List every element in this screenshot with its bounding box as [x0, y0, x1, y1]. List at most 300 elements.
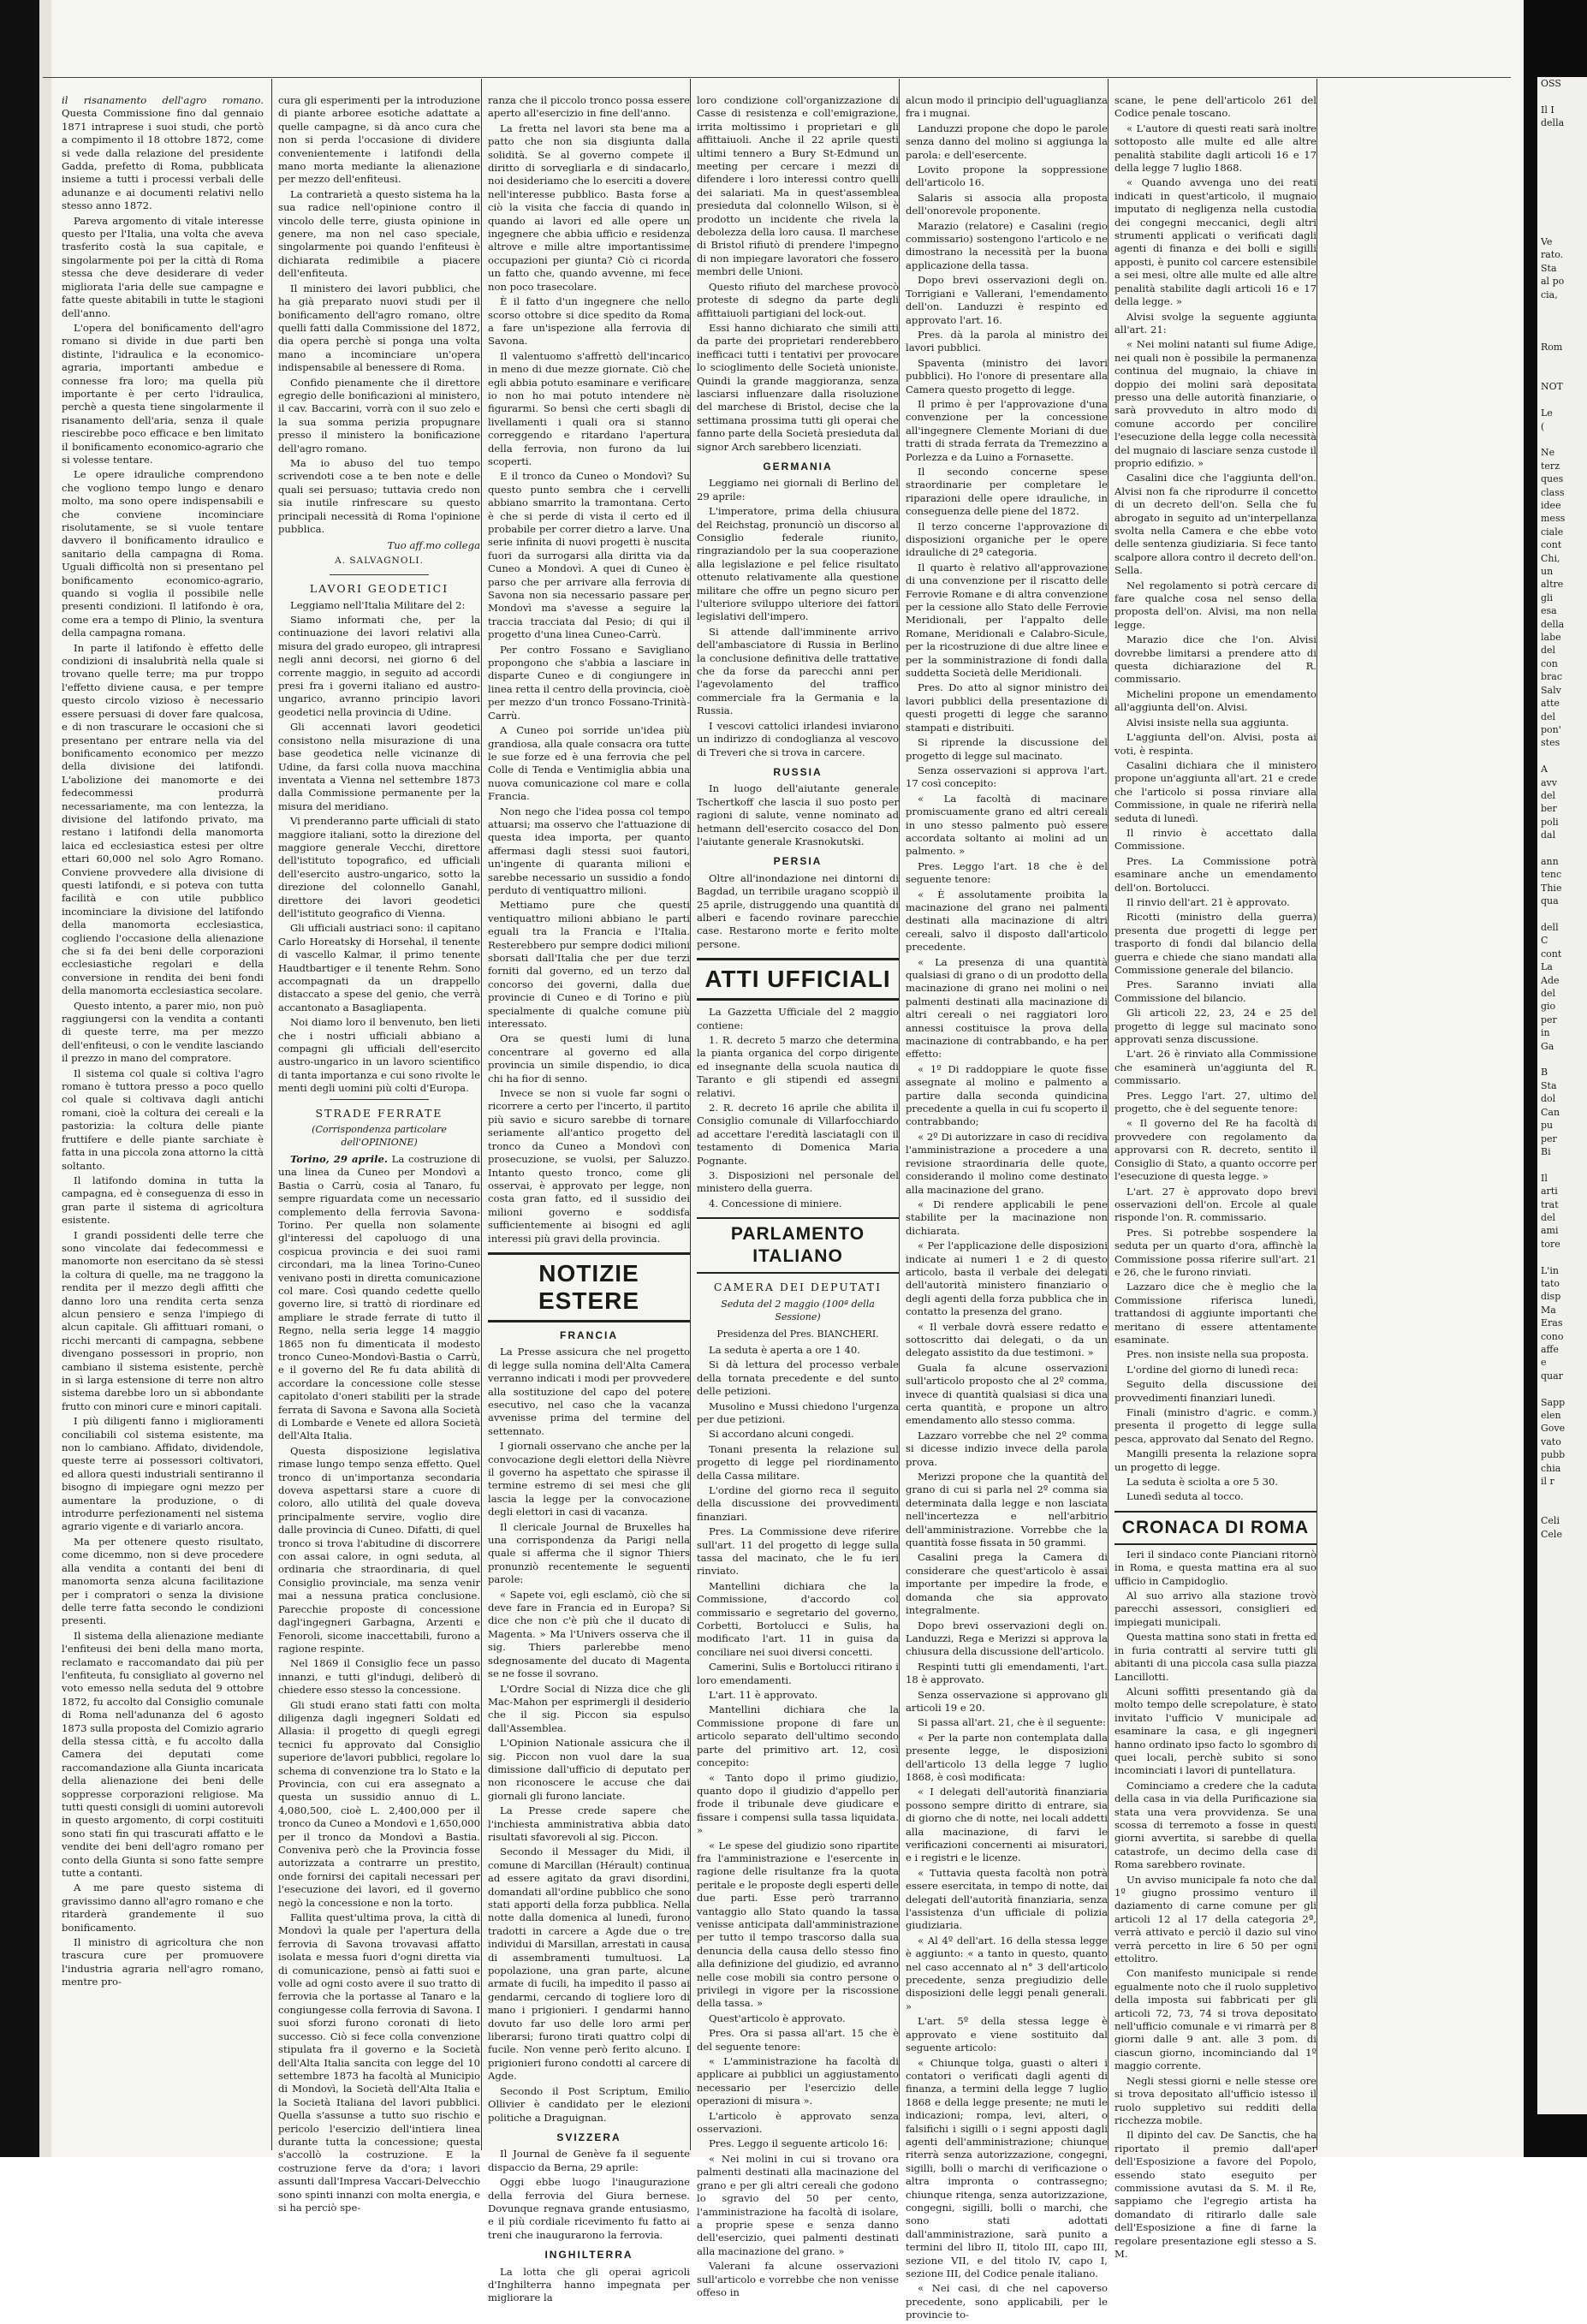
paragraph: L'articolo è approvato senza osservazioni. [697, 2109, 899, 2136]
paragraph: Non nego che l'idea possa col tempo attuarsi; ma osservo che l'attuazione di questa idea importa, per quanto affermasi dagli stessi suoi fautori, un'ingente di quaranta milioni e sarebbe necessario un sussidio a fondo perduto di ventiquattro milioni. [488, 805, 690, 896]
paragraph: « Per la parte non contemplata dalla presente legge, le disposizioni dell'articolo 13 della legge 7 luglio 1868, è così modificata: [906, 1731, 1108, 1783]
paragraph: Lazzaro vorrebbe che nel 2º comma si dicesse indizio invece della parola prova. [906, 1429, 1108, 1468]
paragraph: Guala fa alcune osservazioni sull'articolo proposto che al 2º comma, invece di quantità qualsiasi si dica una certa quantità, e propone un altro emendamento allo stesso comma. [906, 1361, 1108, 1427]
presidenza: Presidenza del Pres. BIANCHERI. [716, 1328, 879, 1340]
fragment-line: disp [1541, 1291, 1561, 1303]
paragraph: Il sistema della alienazione mediante l'enfiteusi dei beni della mano morta, reclamato e raccomandato dai più per l'enfiteuta, fu consigliato al governo nel voto emesso nella seduta del 9 ottobre 1872, fu accolto dal Consiglio comunale di Roma nell'adunanza del 6 agosto 1873 sulla proposta del Comizio agrario della stessa città, e fu accolto dalla Camera dei deputati come raccomandazione alla Giunta incaricata della alienazione dei beni delle soppresse corporazioni religiose. Ma tutti questi consigli di uomini autorevoli in questo argomento, di corpi costituiti sono stati fin qui trascurati affatto e le vendite dei beni dell'agro romano per conto della Giunta si sono fatte sempre tutte a contanti. [62, 1629, 264, 1880]
fragment-line: rato. [1541, 249, 1564, 261]
subsection-inghilterra: INGHILTERRA [544, 2249, 633, 2262]
signature: A. SALVAGNOLI. [335, 555, 424, 566]
paragraph: Fallita quest'ultima prova, la città di Mondovì la quale per l'apertura della ferrovia di Savona trovavasi affatto isolata e messa fuori d'ogni diretta via di comunicazione, pensò ai fatti suoi e volle ad ogni costo avere il suo tratto di ferrovia che la portasse al Tanaro e la congiungesse colla ferrovia di Savona. I suoi sforzi furono coronati di lieto successo. Ciò si fece colla convenzione stipulata fra il governo e la Società dell'Alta Italia sancita con legge del 10 settembre 1873 ha facoltà al Municipio di Mondovì, la Società dell'Alta Italia e la Società Italiana del lavori pubblici. Quella s'assunse a tutto suo rischio e pericolo l'esercizio dell'intiera linea durante tutta la concessione; questa s'accollò la costruzione. E la costruzione ferve da d'ora; i lavori assunti dall'Impresa Vaccari-Delvecchio sono spinti innanzi con molta energia, e si ha perciò spe- [278, 1911, 480, 2214]
fragment-line: Ma [1541, 1304, 1556, 1316]
fragment-line: al po [1541, 276, 1565, 288]
fragment-line [1537, 182, 1587, 195]
paragraph: « Quando avvenga uno dei reati indicati in quest'articolo, il mugnaio imputato di negligenza nella custodia dei congegni meccanici, degli altri strumenti applicati o verificati dagli agenti di finanza e dei bolli e sigilli apposti, è punito col carcere estensibile a sei mesi, oltre alle multe ed alle altre penalità stabilite dagli articoli 16 e 17 della legge. » [1114, 176, 1317, 308]
section-title-notizie-estere: NOTIZIE ESTERE [488, 1252, 690, 1322]
fragment-line: pubb [1541, 1449, 1566, 1461]
fragment-line: Il [1541, 1172, 1548, 1184]
paragraph: Landuzzi propone che dopo le parole senza danno del molino si aggiunga la parola: e dell'esercente. [906, 122, 1108, 161]
column-1 [62, 94, 264, 1991]
paragraph: Questo intento, a parer mio, non può raggiungersi con la vendita a contanti di queste terre, ma per mezzo dell'enfiteusi, o con le vendite lasciando il prezzo in mano del compratore. [62, 999, 264, 1065]
paragraph: « Il governo del Re ha facoltà di provvedere con regolamento da approvarsi con R. decreto, sentito il Consiglio di Stato, a quanto occorre per l'esecuzione di questa legge. » [1114, 1117, 1317, 1183]
fragment-line [1537, 130, 1587, 143]
paragraph: Si accordano alcuni congedi. [709, 1428, 854, 1441]
fragment-line: gio [1541, 1001, 1556, 1013]
paragraph: Seguito della discussione dei provvedimenti finanziari lunedì. [1114, 1378, 1317, 1404]
paragraph: Cominciamo a credere che la caduta della casa in via della Purificazione sia stata una vera provvidenza. Se una scossa di terremoto a fosse in questi giorni avvertita, si sarebbe di quella catastrofe, un decimo della case di Roma sarebbero rovinate. [1114, 1779, 1317, 1871]
paragraph: Questa disposizione legislativa rimase lungo tempo senza effetto. Quel tronco di un'importanza secondaria doveva aspettarsi stare a cuore di coloro, allo utilità del quale doveva principalmente servire, voglio dire dalle provincia di Cuneo. Difatti, di quel tronco si trova l'abitudine di discorrere con assai calore, in ogni seduta, al ordinaria che straordinaria, di quel Consiglio provinciale, ma senza venir mai a nessuna pratica conclusione. Parecchie proposte di concessione dagl'ingegneri Garbagna, Arzenti e Fenoroli, sicome inaccettabili, furono a ragione respinte. [278, 1444, 480, 1655]
column-rule [899, 79, 900, 2150]
fragment-line: ciale [1541, 526, 1564, 538]
fragment-line: Gove [1541, 1423, 1566, 1435]
fragment-line: qua [1541, 895, 1559, 907]
column-rule [690, 79, 691, 2150]
paragraph: alcun modo il principio dell'uguaglianza fra i mugnai. [906, 94, 1108, 120]
paragraph: Pres. La Commissione deve riferire sull'art. 11 del progetto di legge sulla tassa del macinato, che le fu ieri rinviato. [697, 1525, 899, 1578]
fragment-line: A [1541, 764, 1548, 776]
paragraph: 2. R. decreto 16 aprile che abilita il Consiglio comunale di Villarfocchiardo ad accettare l'eredità lasciatagli con il testamento di Domenica Maria Pognante. [697, 1102, 899, 1167]
paragraph: Il ministro di agricoltura che non trascura cure per promuovere l'industria agraria nell'agro romano, mentre pro- [62, 1936, 264, 1988]
paragraph: L'Ordre Social di Nizza dice che gli Mac-Mahon per esprimergli il desiderio che il sig. Piccon sia espulso dall'Assemblea. [488, 1682, 690, 1734]
paragraph: « È assolutamente proibita la macinazione del grano nei palmenti destinati alla macinazione di altri cereali, salvo il disposto dall'articolo precedente. [906, 888, 1108, 954]
paragraph: La Presse assicura che nel progetto di legge sulla nomina dell'Alta Camera verranno indicati i modi per provvedere alla sostituzione del capo del potere esecutivo, nel caso che la vacanza avvenisse prima del termine del settennato. [488, 1346, 690, 1437]
fragment-line: della [1541, 117, 1565, 129]
fragment-line: ber [1541, 803, 1557, 815]
paragraph: Si passa all'art. 21, che è il seguente: [918, 1716, 1106, 1729]
paragraph: Si dà lettura del processo verbale della tornata precedente e del sunto delle petizioni. [697, 1358, 899, 1398]
fragment-line: elen [1541, 1410, 1561, 1422]
fragment-line: della [1541, 618, 1565, 630]
fragment-line: del [1541, 1211, 1556, 1223]
paragraph: Il latifondo domina in tutta la campagna, ed è conseguenza di esso in gran parte il sistema di agricoltura esistente. [62, 1174, 264, 1227]
paragraph: Un avviso municipale fa noto che dal 1º giugno prossimo venturo il daziamento di carne comune per gli articoli 12 al 17 della categoria 2ª, verrà attivato e perciò il dazio sul vino verrà percetto in lire 6 50 per ogni ettolitro. [1114, 1873, 1317, 1965]
paragraph: La seduta è sciolta a ore 5 30. [1126, 1476, 1279, 1489]
paragraph: Pres. Leggo l'art. 27, ultimo del progetto, che è del seguente tenore: [1114, 1089, 1317, 1115]
paragraph: « L'autore di questi reati sarà inoltre sottoposto alle multe ed alle altre penalità stabilite dagli articoli 16 e 17 della legge 7 luglio 1868. [1114, 122, 1317, 175]
fragment-line: Chi, [1541, 552, 1560, 564]
fragment-line: un [1541, 566, 1554, 578]
paragraph: Leggiamo nei giornali di Berlino del 29 aprile: [697, 477, 899, 502]
paragraph: Gli articoli 22, 23, 24 e 25 del progetto di legge sul macinato sono approvati senza discussione. [1114, 1007, 1317, 1046]
paragraph: Finali (ministro d'agric. e comm.) presenta il progetto di legge sulla pesca, approvato dal Senato del Regno. [1114, 1406, 1317, 1445]
camera-heading: CAMERA DEI DEPUTATI [713, 1281, 883, 1294]
paragraph: « Sapete voi, egli esclamò, ciò che si deve fare in Francia ed in Europa? Si dice che non c'è più che il ducato di Magenta. » Ma l'Univers osserva che il sig. Thiers parlerebbe meno sdegnosamente del ducato di Magenta se ne fosse il sovrano. [488, 1588, 690, 1680]
fragment-line [1537, 222, 1587, 235]
paragraph: Ma io abuso del tuo tempo scrivendoti cose a te ben note e delle quali sei persuaso; tuttavia credo non sia inutile rinfrescare su questo principali necessità di Roma l'opinione pubblica. [278, 456, 480, 535]
fragment-line: cont [1541, 539, 1562, 551]
paragraph: In parte il latifondo è effetto delle condizioni di insalubrità nella quale si trovano quelle terre; ma pur troppo l'effetto diviene causa, e per tempre questo circolo vizioso è necessario essere persuasi di dover fare qualcosa, e di non trascurare le occasioni che si presentano per entrare nella via del bonificamento economico per mezzo della divisione dei latifondi. L'abolizione dei manomorte e dei fedecommessi produrrà necessariamente, ma con lentezza, la divisione del latifondo privato, ma restano i latifondi della manomorta laica ed ecclesiastica estesi per oltre ettari 60,000 nel solo Agro Romano. Conviene provvedere alla divisione di questi latifondi, e si poteva con tutta facilità e con utile pubblico incominciare la divisione del latifondo della manomorta ecclesiastica, cogliendo l'occasione della alienazione che si fa dei beni delle corporazioni ecclesiastiche regolari e della conversione in rendita dei beni fondi della manomorta ecclesiastica secolare. [62, 641, 264, 997]
fragment-line [1537, 1158, 1587, 1171]
section-title-parlamento: PARLAMENTO ITALIANO [697, 1217, 899, 1274]
fragment-line: NOT [1541, 381, 1563, 393]
section-title-lavori: LAVORI GEODETICI [309, 582, 449, 596]
section-title-atti-ufficiali: ATTI UFFICIALI [697, 958, 899, 1001]
fragment-line: tenc [1541, 869, 1562, 881]
paragraph: Senza osservazioni si approva l'art. 17 così concepito: [906, 764, 1108, 790]
fragment-line [1537, 433, 1587, 446]
column-4 [697, 94, 899, 2301]
paragraph: Pres. non insiste nella sua proposta. [1126, 1348, 1310, 1361]
paragraph: « Per l'applicazione delle disposizioni indicate ai numeri 1 e 2 di questo articolo, basta il verbale dei delegati dell'autorità ministero finanziario o degli agenti della forza pubblica che in contatto la presenza del grano. [906, 1239, 1108, 1318]
fragment-line [1537, 908, 1587, 921]
paragraph: il risanamento dell'agro romano. Questa Commissione fino dal gennaio 1871 intraprese i suoi studi, che portò a compimento il 18 ottobre 1872, come si vede dalla relazione del presidente Gadda, prefetto di Roma, pubblicata insieme a tutti i processi verbali delle adunanze e ai documenti relativi nello stesso anno 1872. [62, 94, 264, 212]
paragraph: La Presse crede sapere che l'inchiesta amministrativa abbia dato risultati sfavorevoli al sig. Piccon. [488, 1804, 690, 1843]
paragraph: Il secondo concerne spese straordinarie per completare le riparazioni delle opere idrauliche, in conseguenza delle piene del 1872. [906, 465, 1108, 518]
paragraph: Negli stessi giorni e nelle stesse ore si trova depositato all'ufficio istesso il ruolo suppletivo sui redditi della ricchezza mobile. [1114, 2074, 1317, 2126]
paragraph: Ieri il sindaco conte Pianciani ritornò in Roma, e questa mattina era al suo ufficio in Campidoglio. [1114, 1548, 1317, 1587]
paragraph: Al suo arrivo alla stazione trovò parecchi assessori, consiglieri ed impiegati municipali. [1114, 1590, 1317, 1628]
fragment-line [1537, 750, 1587, 763]
paragraph: La Gazzetta Ufficiale del 2 maggio contiene: [697, 1006, 899, 1031]
top-rule [43, 77, 1511, 78]
fragment-line [1537, 1382, 1587, 1395]
paragraph: Pres. Leggo l'art. 18 che è del seguente tenore: [906, 859, 1108, 886]
fragment-line: Il I [1541, 104, 1554, 116]
paragraph: L'aggiunta dell'on. Alvisi, posta ai voti, è respinta. [1114, 731, 1317, 757]
fragment-line: mess [1541, 513, 1566, 525]
paragraph: L'ordine del giorno reca il seguito della discussione dei provvedimenti finanziari. [697, 1483, 899, 1523]
column-rule [481, 79, 482, 2150]
paragraph: 4. Concessione di miniere. [709, 1197, 842, 1210]
paragraph: I giornali osservano che anche per la convocazione degli elettori della Nièvre il governo ha aspettato che spirasse il termine estremo di sei mesi che gli lascia la legge per la convocazione degli elettori in casi di vacanza. [488, 1440, 690, 1519]
fragment-line: arti [1541, 1186, 1558, 1198]
subsection-germania: GERMANIA [763, 460, 833, 473]
paragraph: « Chiunque tolga, guasti o alteri i contatori o verificati dagli agenti di finanza, a termini della legge 7 luglio 1868 e della legge presente; ne muti le indicazioni; rompa, levi, alteri, o falsifichi i sigilli o i segni apposti dagli agenti dell'amministrazione; chiunque riterrà senza autorizzazione, congegni, sigilli, bolli o marchi di verificazione o altra impronta o contrassegno; chiunque ritenga, senza autorizzazione, congegni, sigilli, bolli o marchi, che sono stati adottati dall'amministrazione, sarà punito a termini del libro II, titolo III, capo III, sezione VII, e del titolo IV, capo I, sezione III, del Codice penale italiano. [906, 2056, 1108, 2279]
paragraph: Mettiamo pure che questi ventiquattro milioni abbiano le parti eguali tra la Francia e l'Italia. Resterebbero pur sempre dodici milioni sborsati dall'Italia che per due terzi forniti dal governo, ed un terzo dal concorso dei governi, dalla due provincie di Cuneo e di Torino e più specialmente di qualche comune più interessato. [488, 899, 690, 1031]
fragment-line: cia, [1541, 288, 1558, 300]
fragment-line: dol [1541, 1093, 1556, 1105]
paragraph: Ma per ottenere questo risultato, come dicemmo, non si deve procedere alla vendita a contanti dei beni di manomorta senza alcuna facilitazione per i compratori o senza la divisione delle terre fatta secondo le condizioni presenti. [62, 1535, 264, 1627]
paragraph: Il rinvio è accettato dalla Commissione. [1114, 826, 1317, 853]
fragment-line: ( [1541, 420, 1545, 432]
fragment-line [1537, 842, 1587, 855]
fragment-line [1537, 367, 1587, 380]
paragraph: Pres. dà la parola al ministro dei lavori pubblici. [906, 328, 1108, 354]
paragraph: Il valentuomo s'affrettò dell'incarico in meno di due mezze giornate. Ciò che egli abbia potuto esaminare e verificare io non ho mai potuto intendere nè figurarmi. So bensì che certi sbagli di livellamenti i quali ora si stanno correggendo e ritardano l'apertura della ferrovia, non furono da lui scoperti. [488, 349, 690, 467]
paragraph: Secondo il Post Scriptum, Emilio Ollivier è candidato per le elezioni politiche a Draguignan. [488, 2084, 690, 2124]
paragraph: Pres. Do atto al signor ministro dei lavori pubblici della presentazione di questi progetti di legge che saranno stampati e distribuiti. [906, 681, 1108, 734]
paragraph: L'opera del bonificamento dell'agro romano si divide in due parti ben distinte, l'idraulica e la economico-agraria, importanti ambedue e connesse fra loro; ma quella più importante è per certo l'idraulica, perchè a questa tiene singolarmente il risanamento dell'aria, senza il quale riescirebbe poco efficace e ben limitato il bonificamento economico-agrario che si volesse tentare. [62, 321, 264, 466]
fragment-line: Thie [1541, 882, 1562, 894]
fragment-line: in [1541, 1027, 1550, 1039]
lead-italic: il risanamento dell'agro romano. [62, 94, 264, 106]
paragraph: « Al 4º dell'art. 16 della stessa legge è aggiunto: « a tanto in questo, quanto nel caso accennato al n° 3 dell'articolo precedente, senza pregiudizio delle disposizioni delle leggi penali generali. » [906, 1934, 1108, 2012]
fragment-line: con [1541, 657, 1558, 669]
section-title-cronaca-di-roma: CRONACA DI ROMA [1114, 1511, 1317, 1545]
fragment-line: Ne [1541, 447, 1555, 459]
paragraph: A me pare questo sistema di gravissimo danno all'agro romano e che ritarderà grandemente il suo bonificamento. [62, 1881, 264, 1934]
fragment-line [1537, 196, 1587, 209]
paragraph: Mantellini dichiara che la Commissione propone di fare un articolo separato dell'ultimo secondo parte del primitivo art. 12, così concepito: [697, 1703, 899, 1769]
paragraph: loro condizione coll'organizzazione di Casse di resistenza e coll'emigrazione, irrita moltissimo i proprietari e gli affittaiuoli. Anche il 22 aprile questi ultimi tennero a Bury St-Edmund un meeting per cercare i mezzi di difendere i loro interessi contro quelli dei salariati. Ma in quest'assemblea presieduta dal colonnello Wilson, si è prodotto un incidente che rivela la debolezza della loro causa. Il marchese di Bristol rifiutò di prendere l'impegno di non impiegare lavoratori che fossero membri delle Unioni. [697, 94, 899, 278]
fragment-line: per [1541, 1132, 1557, 1144]
paragraph: « La facoltà di macinare promiscuamente grano ed altri cereali in uno stesso palmento può essere accordata soltanto ai molini ad un palmento. » [906, 792, 1108, 858]
fragment-line: class [1541, 486, 1565, 498]
fragment-line: Eras [1541, 1317, 1563, 1329]
paragraph: Il sistema col quale si coltiva l'agro romano è tuttora presso a poco quello col quale si coltivava dagli antichi romani, cioè la coltura dei cereali e la pastorizia: la coltura delle piante fruttifere e delle piante sarchiate è fatta in una piccola zona attorno la città soltanto. [62, 1067, 264, 1172]
paragraph: E il tronco da Cuneo o Mondovì? Su questo punto sembra che i cervelli abbiano smarrito la tramontana. Certo è che si perde di vista il certo ed il probabile per correr dietro a larve. Una serie infinita di nuovi progetti è nuscita fuori da surrogarsi alla diritta via da Cuneo a Mondovì. A quei di Cuneo è parso che per arrivare alla ferrovia di Savona non sia necessario passare per Mondovì ma s'avesse a seguire la traccia tracciata dal Pesio; di qui il progetto d'una linea Cuneo-Carrù. [488, 470, 690, 641]
paragraph: « 1º Di raddoppiare le quote fisse assegnate al molino e palmento a partire dalla seconda quindicina precedente a quella in cui fu scoperto il contrabbando; [906, 1062, 1108, 1128]
fragment-line [1537, 1488, 1587, 1501]
paragraph: Il quarto è relativo all'approvazione di una convenzione per il riscatto delle Ferrovie Romane e di altra convenzione per la cessione allo Stato delle Ferrovie Meridionali, per l'appalto delle Romane, Meridionali e Calabro-Sicule, per la ricostruzione di due altre linee e per la somministrazione di fondi dalla suddetta Società delle Meridionali. [906, 561, 1108, 680]
fragment-line: tato [1541, 1277, 1560, 1289]
paragraph: Tonani presenta la relazione sul progetto di legge pel riordinamento della Cassa militare. [697, 1442, 899, 1482]
paragraph: Pres. Leggo il seguente articolo 16: [709, 2137, 889, 2150]
paragraph: Nel 1869 il Consiglio fece un passo innanzi, e tutti gl'indugi, deliberò di chiedere esso stesso la concessione. [278, 1657, 480, 1697]
section-subtitle: (Corrispondenza particolare dell'OPINIONE) [312, 1124, 447, 1149]
fragment-line [1537, 1501, 1587, 1514]
paragraph: 3. Disposizioni nel personale del ministero della guerra. [697, 1169, 899, 1195]
paragraph: 1. R. decreto 5 marzo che determina la pianta organica del corpo dirigente ed insegnante della scuola nautica di Taranto e gli stipendi ed assegni relativi. [697, 1034, 899, 1099]
fragment-line: La [1541, 961, 1553, 973]
paragraph: Merizzi propone che la quantità del grano di cui si parla nel 2º comma sia determinata dalla legge e non lasciata nell'incertezza e nell'arbitrio dell'amministrazione. Vorrebbe che la quantità fosse fissata in 50 grammi. [906, 1471, 1108, 1549]
paragraph: Marazio (relatore) e Casalini (regio commissario) sostengono l'articolo e ne dimostrano la necessità per la buona applicazione della tassa. [906, 219, 1108, 271]
fragment-line: del [1541, 710, 1556, 722]
fragment-line: stes [1541, 737, 1560, 749]
paragraph: Pres. Saranno inviati alla Commissione del bilancio. [1114, 978, 1317, 1004]
paragraph: Nel regolamento si potrà cercare di fare qualche cosa nel senso della proposta dell'on. Alvisi, ma non nella legge. [1114, 579, 1317, 631]
fragment-line: pon' [1541, 723, 1561, 735]
paragraph: Il primo è per l'approvazione d'una convenzione per la concessione all'ingegnere Clemente Moriani di due tratti di strada ferrata da Tremezzino a Porlezza e da Luino a Fornasette. [906, 397, 1108, 463]
column-rule [271, 79, 272, 2150]
paragraph: Oltre all'inondazione nei dintorni di Bagdad, un terribile uragano scoppiò il 25 aprile, distruggendo una quantità di alberi e facendo rovinare parecchie case. Restarono morte e ferito molte persone. [697, 871, 899, 950]
paragraph: L'art. 11 è approvato. [709, 1689, 818, 1702]
seduta: Seduta del 2 maggio (100ª della Sessione) [721, 1298, 875, 1323]
fragment-line: C [1541, 935, 1548, 947]
paragraph: « Nei molini in cui si trovano ora palmenti destinati alla macinazione del grano e per gli altri cereali che godono lo sgravio del 50 per cento, l'amministrazione ha facoltà di isolare, a proprie spese e senza danno dell'esercizio, quei palmenti destinati alla macinazione del grano. » [697, 2152, 899, 2257]
paragraph: Valerani fa alcune osservazioni sull'articolo e vorrebbe che non venisse offeso in [697, 2260, 899, 2298]
paragraph: La lotta che gli operai agricoli d'Inghilterra hanno impegnata per migliorare la [488, 2265, 690, 2304]
paragraph: Oggi ebbe luogo l'inaugurazione della ferrovia del Giura bernese. Dovunque regnava grande entusiasmo, e il più cordiale ricevimento fu fatto ai treni che inaugurarono la ferrovia. [488, 2176, 690, 2241]
paragraph: Ora se questi lumi di luna concentrare al governo ed alla provincia un simile dispendio, io dica chi ha fior di senno. [488, 1032, 690, 1085]
fragment-line: ques [1541, 473, 1564, 485]
paragraph: Il clericale Journal de Bruxelles ha una corrispondenza da Parigi nella quale si afferma che il signor Thiers pronunziò recentemente le seguenti parole: [488, 1520, 690, 1586]
paragraph: Spaventa (ministro dei lavori pubblici). Ho l'onore di presentare alla Camera questo progetto di legge. [906, 356, 1108, 395]
paragraph: ranza che il piccolo tronco possa essere aperto all'esercizio in fine dell'anno. [488, 94, 690, 120]
closing: Tuo aff.mo collega [387, 539, 480, 552]
fragment-line: affe [1541, 1344, 1559, 1355]
paragraph: Casalini prega la Camera di considerare che quest'articolo è assai importante per impedire la frode, e domanda che sia approvato integralmente. [906, 1551, 1108, 1617]
paragraph: Questa mattina sono stati in fretta ed in furia contratti al servire tutti gli abitanti di una piccola casa sulla piazza Lancillotti. [1114, 1631, 1317, 1683]
fragment-line: terz [1541, 460, 1560, 472]
fragment-line: labe [1541, 632, 1561, 644]
paragraph: I grandi possidenti delle terre che sono vincolate dai fedecommessi e manomorte non esercitano da sè stessi la coltura di quelle, ma ne traggono la rendita per il mezzo degli affitti che danno loro una rendita certa senza alcun pensiero e senza l'impiego di alcun capitale. Gli affittuari romani, o ricchi mercanti di campagna, sebbene divengano possessori in proprio, non cambiano il sistema esistente, perchè in sì larga estensione di terre non altro sistema darebbe loro un sì abbondante frutto con minori cure e minori capitali. [62, 1228, 264, 1412]
paragraph: L'Opinion Nationale assicura che il sig. Piccon non vuol dare la sua dimissione dall'ufficio di deputato per non riconoscere le accuse che dai giornali gli furono lanciate. [488, 1737, 690, 1802]
subsection-francia: FRANCIA [560, 1328, 618, 1341]
fragment-line: avv [1541, 776, 1557, 788]
column-6 [1114, 94, 1317, 2262]
fragment-line: vato [1541, 1435, 1561, 1447]
fragment-line: dell [1541, 922, 1559, 933]
paragraph: Ricotti (ministro della guerra) presenta due progetti di legge per trasporto di fondi dal bilancio della guerra e chiede che siano mandati alla Commissione generale del bilancio. [1114, 911, 1317, 976]
paragraph: Il Journal de Genève fa il seguente dispaccio da Berna, 29 aprile: [488, 2148, 690, 2173]
paragraph: Senza osservazione si approvano gli articoli 19 e 20. [906, 1688, 1108, 1714]
paragraph: Noi diamo loro il benvenuto, ben lieti che i nostri ufficiali abbiano a compagni gli ufficiali dell'esercito austro-ungarico in un lavoro scientifico di tanta importanza e cui sono rivolte le menti degli uomini più colti d'Europa. [278, 1016, 480, 1095]
fragment-line: per [1541, 1013, 1557, 1025]
fragment-line: quar [1541, 1370, 1563, 1382]
fragment-line: Can [1541, 1106, 1560, 1118]
fragment-line [1537, 328, 1587, 341]
fragment-line: Le [1541, 407, 1553, 419]
paragraph: « Di rendere applicabili le pene stabilite per la macinazione non dichiarata. [906, 1198, 1108, 1237]
paragraph: La seduta è aperta a ore 1 40. [709, 1343, 860, 1356]
paragraph: Si riprende la discussione del progetto di legge sul macinato. [906, 736, 1108, 762]
fragment-line [1537, 209, 1587, 222]
fragment-line: Cele [1541, 1528, 1562, 1540]
fragment-line: del [1541, 645, 1556, 657]
paragraph: Casalini dichiara che il ministero propone un'aggiunta all'art. 21 e crede che l'articolo si possa rinviare alla Commissione, in quale ne riferirà nella seduta di lunedì. [1114, 758, 1317, 824]
fragment-line [1537, 156, 1587, 169]
paragraph: « Il verbale dovrà essere redatto e sottoscritto dai delegati, o da un delegato assistito da due testimoni. » [906, 1320, 1108, 1359]
paragraph: « Nei casi, di che nel capoverso precedente, sono applicabili, per le provincie to- [906, 2282, 1108, 2321]
paragraph: Leggiamo nell'Italia Militare del 2: [290, 598, 466, 611]
fragment-line: tore [1541, 1238, 1560, 1250]
fragment-line [1537, 143, 1587, 156]
paragraph: Alvisi insiste nella sua aggiunta. [1126, 716, 1289, 728]
paragraph: Siamo informati che, per la continuazione dei lavori relativi alla misura del grado europeo, gli intrapresi negli anni decorsi, nei giorno 6 del corrente maggio, in seguito ad accordi presi fra i governi italiano ed austro-ungarico, avranno principio lavori geodetici nella provincia di Udine. [278, 614, 480, 718]
paragraph: Respinti tutti gli emendamenti, l'art. 18 è approvato. [906, 1660, 1108, 1686]
paragraph: Pres. Ora si passa all'art. 15 che è del seguente tenore: [697, 2027, 899, 2053]
fragment-line: del [1541, 988, 1556, 1000]
paragraph: scane, le pene dell'articolo 261 del Codice penale toscano. [1114, 94, 1317, 120]
section-title-strade: STRADE FERRATE [315, 1106, 443, 1120]
paragraph: Questo rifiuto del marchese provocò proteste di sdegno da parte degli affittaiuoli partigiani del lock-out. [697, 280, 899, 319]
paragraph: Camerini, Sulis e Bortolucci ritirano i loro emendamenti. [697, 1661, 899, 1686]
fragment-line: Celi [1541, 1515, 1560, 1527]
paragraph: Con manifesto municipale si rende egualmente noto che il ruolo suppletivo della imposta sui fabbricati per gli articoli 72, 73, 74 si trova depositato nell'ufficio comunale e vi rimarrà per 8 giorni dalle 9 ant. alle 3 pom. di ciascun giorno, incominciando dal 1º maggio corrente. [1114, 1967, 1317, 2072]
paragraph: A Cuneo poi sorride un'idea più grandiosa, alla quale consacra ora tutte le sue forze ed è una ferrovia che pel Colle di Tenda e Ventimiglia abbia una nuova comunicazione col mare e colla Francia. [488, 724, 690, 803]
fragment-line: cont [1541, 948, 1562, 960]
fragment-line: Salv [1541, 684, 1561, 696]
fragment-line: cono [1541, 1330, 1564, 1342]
fragment-line: Bi [1541, 1145, 1551, 1157]
paragraph: cura gli esperimenti per la introduzione di piante arboree esotiche adattate a quelle campagne, si dà anco cura che non si perda l'occasione di dividere convenientemente i latifondi della mano morta mediante la alienazione per mezzo dell'enfiteusi. [278, 94, 480, 186]
fragment-line: esa [1541, 605, 1557, 617]
subsection-russia: RUSSIA [773, 765, 823, 778]
paragraph: « Tuttavia questa facoltà non potrà essere esercitata, in tempo di notte, dai delegati dell'autorità finanziaria, senza l'assistenza d'un ufficiale di polizia giudiziaria. [906, 1866, 1108, 1932]
paragraph: « La presenza di una quantità qualsiasi di grano o di un prodotto della macinazione di grano nei molini o nei palmenti destinati alla macinazione di altri cereali o nei raggiatori loro annessi costituisce la prova della macinazione di contrabbando, e ha per effetto: [906, 955, 1108, 1061]
paragraph: Il dipinto del cav. De Sanctis, che ha riportato il premio dall'aper dell'Esposizione a favore del Popolo, essendo stato eseguito per commissione avutasi da S. M. il Re, sappiamo che l'egregio artista ha domandato di ritirarlo dalle sale dell'Esposizione a fine di farne la regolare presentazione egli stesso a S. M. [1114, 2129, 1317, 2260]
column-5 [906, 94, 1108, 2324]
fragment-line [1537, 314, 1587, 327]
paragraph: L'art. 27 è approvato dopo brevi osservazioni dell'on. Ercole al quale risponde l'on. R. commissario. [1114, 1185, 1317, 1224]
fragment-line: OSS [1541, 78, 1561, 89]
fragment-line [1537, 301, 1587, 314]
paragraph: Il ministero dei lavori pubblici, che ha già preparato nuovi studi per il bonificamento dell'agro romano, oltre quelli fatti dalla Commissione del 1872, dia opera perchè si ponga una volta mano a incominciare un'opera indispensabile al benessere di Roma. [278, 282, 480, 374]
paragraph: « 2º Di autorizzare in caso di recidiva l'amministrazione a procedere a una revisione straordinaria delle quote, considerando il molino come destinato alla macinazione del grano. [906, 1130, 1108, 1196]
column-2 [278, 94, 480, 2216]
divider [330, 574, 429, 575]
paragraph: Mantellini dichiara che la Commissione, d'accordo col commissario e segretario del governo, Corbetti, Bortolucci e Sulis, ha modificato l'art. 11 in guisa da conciliare nei suoi diversi concetti. [697, 1579, 899, 1658]
paragraph: L'art. 5º della stessa legge è approvato e viene sostituito dal seguente articolo: [906, 2015, 1108, 2054]
paragraph: Il rinvio dell'art. 21 è approvato. [1126, 895, 1290, 908]
fragment-line: Sta [1541, 1079, 1557, 1091]
paragraph: Invece se non si vuole far sogni o ricorrere a certo per l'incerto, il partito più savio e sicuro sarebbe di tornare seriamente all'antico progetto del tronco da Cuneo a Mondovì con prosecuzione, se vuolsi, per Saluzzo. Intanto questo tronco, come gli osservai, è approvato per legge, non costa gran fatto, ed il sussidio dei milioni governo e soddisfa sufficientemente ai bisogni ed agli interessi più gravi della provincia. [488, 1087, 690, 1245]
paragraph: L'ordine del giorno di lunedì reca: [1126, 1363, 1299, 1376]
paragraph: Pres. Si potrebbe sospendere la seduta per un quarto d'ora, affinchè la Commissione possa riferire sull'art. 21 e 26, che le furono rinviati. [1114, 1226, 1317, 1278]
fragment-line: gli [1541, 591, 1554, 603]
adjacent-page-fragment [1537, 77, 1587, 2114]
paragraph: Secondo il Messager du Midi, il comune di Marcillan (Hérault) continua ad essere agitato da gravi disordini, domandati all'ordine pubblico che sono stati apporti della forza pubblica. Nella notte dalla domenica al lunedì, furono tradotti in carcere a Agde due o tre individui di Marsillan, arrestati in causa di assembramenti tumultuosi. La popolazione, una gran parte, alcune armate di fucili, ha impedito il passo ai gendarmi, cercando di togliere loro di mano i prigionieri. I gendarmi hanno dovuto far uso delle loro armi per liberarsi; furono tirati quattro colpi di fucile. Non venne però ferito alcuno. I prigionieri furono condotti al carcere di Agde. [488, 1846, 690, 2083]
paragraph: Si attende dall'imminente arrivo dell'ambasciatore di Russia in Berlino la conclusione definitiva delle trattative che da forse da parecchi anni per l'agevolamento del traffico commerciale fra la Germania e la Russia. [697, 625, 899, 717]
fragment-line: Ve [1541, 235, 1553, 247]
paragraph: Musolino e Mussi chiedono l'urgenza per due petizioni. [697, 1400, 899, 1425]
paragraph: Confido pienamente che il direttore egregio delle bonificazioni al ministero, il cav. Baccarini, vorrà con il suo zelo e la sua somma perizia propugnare presso il ministero la bonificazione dell'agro romano. [278, 376, 480, 455]
paragraph: Gli accennati lavori geodetici consistono nella misurazione di una base geodetica nelle vicinanze di Udine, da farsi colla nuova macchina inventata a Vienna nel settembre 1873 dalla Commissione permanente per la misura del meridiano. [278, 721, 480, 812]
paragraph: Dopo brevi osservazioni degli on. Torrigiani e Vallerani, l'emendamento dell'on. Landuzzi è respinto ed approvato l'art. 16. [906, 274, 1108, 326]
paragraph: Alcuni soffitti presentando già da molto tempo delle screpolature, è stato invitato l'ufficio V municipale ad esaminare la casa, e gli ingegneri hanno ordinato ipso facto lo sgombro di quei locali, perchè subito si sono incominciati i lavori di puntellatura. [1114, 1685, 1317, 1777]
paragraph: Lovito propone la soppressione dell'articolo 16. [906, 163, 1108, 189]
paragraph: La contrarietà a questo sistema ha la sua radice nell'opinione contro il vincolo delle terre, giusta opinione in genere, ma non nel caso speciale, singolarmente poi quando l'enfiteusi è dichiarata redimibile a piacere dell'enfiteuta. [278, 187, 480, 280]
fragment-line: del [1541, 789, 1556, 801]
fragment-line: idee [1541, 500, 1561, 511]
paragraph: Il terzo concerne l'approvazione di disposizioni organiche per le opere idrauliche di 2ª categoria. [906, 520, 1108, 559]
paragraph: Gli ufficiali austriaci sono: il capitano Carlo Horeatsky di Horsehal, il tenente di vascello Kalmar, il primo tenente Haudtbartiger e il tenente Rehm. Sono accompagnati da un drappello distaccato a spese del genio, che verrà accantonato a Basagliapenta. [278, 922, 480, 1013]
paragraph: In luogo dell'aiutante generale Tschertkoff che lascia il suo posto per ragioni di salute, venne nominato ad hetmann dell'esercito cosacco del Don l'aiutante generale Krasnokutski. [697, 782, 899, 847]
subsection-persia: PERSIA [773, 855, 823, 868]
fragment-line: Sta [1541, 262, 1557, 274]
paragraph: Dopo brevi osservazioni degli on. Landuzzi, Rega e Merizzi si approva la chiusura della discussione dell'articolo. [906, 1619, 1108, 1658]
paragraph: È il fatto d'un ingegnere che nello scorso ottobre si dice spedito da Roma a fare un'ispezione alla ferrovia di Savona. [488, 295, 690, 348]
fragment-line: ami [1541, 1225, 1559, 1237]
paragraph: Mangilli presenta la relazione sopra un progetto di legge. [1114, 1447, 1317, 1473]
paragraph: Torino, 29 aprile. La costruzione di una linea da Cuneo per Mondovì a Bastia o Carrù, cosia al Tanaro, fu sempre riguardata come un necessario complemento della ferrovia Savona-Torino. Per quella non solamente gl'interessi del capoluogo di una cospicua provincia e dei suoi rami circondari, ma la linea Torino-Cuneo venivano posti in diretta comunicazione col mare. Così quando cedette quello governo lire, si trattò di riordinare ed ampliare le strade ferrate di tutto il Regno, nella seria legge 14 maggio 1865 non fu dimenticata il modesto tronco Cuneo-Mondovì-Bastia o Carrù, e il governo del Re fu data abilità di accordare la concessione colle stesse capitolato d'oneri stabiliti per la strade ferrata di Savona e Savona alla Società di Lombarde e Venete ed allora Società dell'Alta Italia. [278, 1152, 480, 1442]
column-3 [488, 94, 690, 2307]
paragraph: Marazio dice che l'on. Alvisi dovrebbe limitarsi a prendere atto di questa dichiarazione del R. commissario. [1114, 633, 1317, 686]
fragment-line: Sapp [1541, 1396, 1566, 1408]
paragraph: Alvisi svolge la seguente aggiunta all'art. 21: [1114, 310, 1317, 336]
paragraph: Pareva argomento di vitale interesse questo per l'Italia, una volta che aveva trasferito costà la sua capitale, e singolarmente poi per la città di Roma stessa che deve desiderare di veder migliorata l'aria delle sue campagne e fatte queste abitabili in tutte le stagioni dell'anno. [62, 214, 264, 319]
paragraph: « I delegati dell'autorità finanziaria possono sempre diritto di entrare, sia di giorno che di notte, nei locali addetti alla macinazione, di farvi le verificazioni concernenti ai misuratori, e i registri e le licenze. [906, 1786, 1108, 1864]
fragment-line: atte [1541, 698, 1560, 710]
fragment-line: altre [1541, 579, 1564, 591]
paragraph: Per contro Fossano e Savigliano propongono che s'abbia a lasciare in disparte Cuneo e di congiungere in linea retta il centro della provincia, cioè per mezzo d'un tronco Fossano-Trinità-Carrù. [488, 643, 690, 722]
fragment-line: Ade [1541, 974, 1560, 986]
fragment-line [1537, 394, 1587, 407]
paragraph: L'imperatore, prima della chiusura del Reichstag, pronunciò un discorso al Consiglio federale riunito, ringraziandolo per la sua cooperazione alla legislazione e pel felice risultato ottenuto relativamente alla questione militare che offre un pegno sicuro per l'ulteriore sviluppo ulteriore dei fattori legislativi dell'impero. [697, 505, 899, 623]
scan-left-margin [39, 0, 51, 2157]
fragment-line: dal [1541, 829, 1556, 841]
paragraph: Essi hanno dichiarato che simili atti da parte dei proprietari renderebbero inefficaci tutti i tentativi per provocare lo scioglimento delle Società unioniste. Quindi la grande maggioranza, senza lasciarsi influenzare dalla risoluzione del marchese di Bristol, decise che la settimana prossima tutti gli operai che fanno parte della Società presieduta dal signor Arch sarebbero licenziati. [697, 321, 899, 453]
subsection-svizzera: SVIZZERA [556, 2131, 621, 2143]
fragment-line: L'in [1541, 1264, 1559, 1276]
column-rule [1108, 79, 1109, 2150]
paragraph: Le opere idrauliche comprendono che vogliono tempo lungo e denaro molto, ma sono opere indispensabili e che conviene incominciare risolutamente, se si vuole tentare davvero il bonificamento idraulico e sanitario della campagna di Roma. Uguali difficoltà non si presentano pel bonificamento economico-agrario, quando si voglia il possibile nelle presenti condizioni. Il latifondo è ora, come era a tempo di Plinio, la sventura della campagna romana. [62, 468, 264, 639]
fragment-line: il r [1541, 1476, 1554, 1488]
fragment-line: B [1541, 1067, 1548, 1079]
dateline: Torino, 29 aprile. [290, 1152, 388, 1165]
fragment-line: Rom [1541, 342, 1563, 354]
paragraph: La fretta nel lavori sta bene ma a patto che non sia disgiunta dalla solidità. Se al governo compete il diritto di sorvegliarla e di sindacarlo, noi desideriamo che lo eserciti a dovere nell'interesse pubblico. Basta forse a ciò la visita che faccia di quando in quando ai lavori ed alle opere un ingegnere che abbia ufficio e residenza altrove e mille altre importantissime occupazioni per giunta? Ciò ci ricorda un fatto che, quando avvenne, mi fece non poco trasecolare. [488, 122, 690, 293]
paragraph: Vi prenderanno parte ufficiali di stato maggiore italiani, sotto la direzione del maggiore generale Vecchi, direttore dell'istituto topografico, ed ufficiali dell'esercito austro-ungarico, sotto la direzione del colonnello Ganahl, direttore dei lavori geodetici dell'istituto geografico di Vienna. [278, 815, 480, 919]
paragraph: « Le spese del giudizio sono ripartite fra l'amministrazione e l'esercente in ragione delle risultanze fra la quota peritale e le proposte degli esperti delle due parti. Esse però trarranno vantaggio allo Stato quando la tassa venisse anticipata dall'amministrazione per tutto il tempo trascorso dalla sua denuncia della causa dello stesso fino alla definizione del giudizio, ed avranno nelle cose mobili sia contro persone o privilegi in vigore per la riscossione della tassa. » [697, 1839, 899, 2010]
fragment-line [1537, 169, 1587, 182]
paragraph: Salaris si associa alla proposta dell'onorevole proponente. [906, 191, 1108, 217]
fragment-line: poli [1541, 816, 1559, 828]
fragment-line: Ga [1541, 1040, 1554, 1052]
paragraph: Quest'articolo è approvato. [709, 2012, 846, 2024]
divider [330, 1099, 429, 1100]
fragment-line [1537, 354, 1587, 367]
paragraph: « Tanto dopo il primo giudizio, quanto dopo il giudizio d'appello per frode il tribunale deve giudicare e fissare i compensi sulla tassa liquidata. » [697, 1771, 899, 1837]
paragraph: Lazzaro dice che è meglio che la Commissione riferisca lunedì, trattandosi di aggiunte importanti che meritano di essere attentamente esaminate. [1114, 1281, 1317, 1346]
paragraph: Michelini propone un emendamento all'aggiunta dell'on. Alvisi. [1114, 687, 1317, 714]
paragraph: I più diligenti fanno i miglioramenti conciliabili col sistema esistente, ma non lo cambiano. Affidato, dividendole, queste terre ai possessori coltivatori, ed allora questi industriali sentiranno il bisogno di impiegare ogni mezzo per aumentare la produzione, o di introdurre perfezionamenti nel sistema agrario vigente e di variarlo ancora. [62, 1415, 264, 1533]
paragraph: Lunedì seduta al tocco. [1126, 1490, 1244, 1503]
fragment-line: e [1541, 1357, 1547, 1369]
fragment-line: pu [1541, 1120, 1554, 1132]
fragment-line: brac [1541, 671, 1563, 683]
